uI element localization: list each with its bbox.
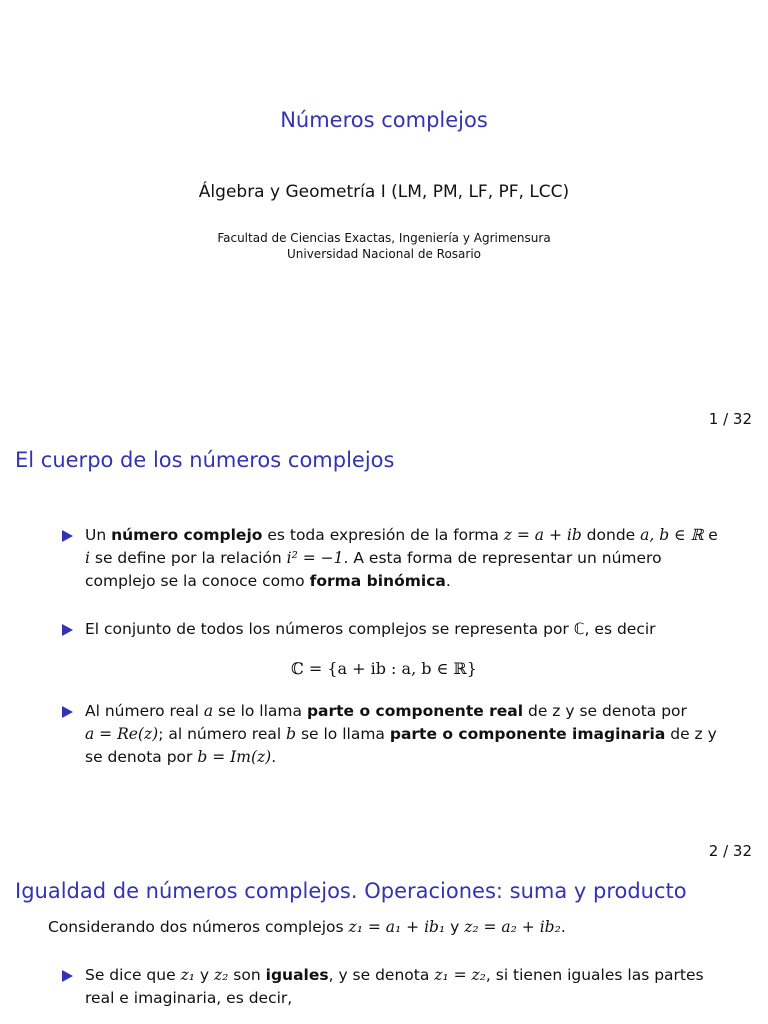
presentation-title: Números complejos bbox=[280, 108, 488, 132]
blue-triangle-bullet-icon bbox=[62, 624, 73, 636]
page-number: 2 / 32 bbox=[708, 842, 752, 860]
intro-paragraph: Considerando dos números complejos z₁ = a₁ + ib₁ y z₂ = a₂ + ib₂. bbox=[48, 918, 566, 936]
blue-triangle-bullet-icon bbox=[62, 530, 73, 542]
course-subtitle: Álgebra y Geometría I (LM, PM, LF, PF, LCC) bbox=[198, 182, 570, 202]
institution-university: Universidad Nacional de Rosario bbox=[286, 247, 481, 261]
frame-title: El cuerpo de los números complejos bbox=[15, 448, 395, 472]
institution bbox=[0, 230, 768, 262]
frame-title: Igualdad de números complejos. Operaciones: suma y producto bbox=[15, 879, 687, 903]
institution-faculty: Facultad de Ciencias Exactas, Ingeniería y Agrimensura bbox=[217, 231, 551, 245]
blue-triangle-bullet-icon bbox=[62, 970, 73, 982]
page-number: 1 / 32 bbox=[708, 410, 752, 428]
list-item: El conjunto de todos los números complejos se representa por ℂ, es decir bbox=[62, 618, 722, 641]
display-equation: ℂ = {a + ib : a, b ∈ ℝ} bbox=[291, 659, 477, 678]
blue-triangle-bullet-icon bbox=[62, 706, 73, 718]
list-item: Se dice que z₁ y z₂ son iguales, y se denota z₁ = z₂, si tienen iguales las partes real e imaginaria, es decir, bbox=[62, 964, 722, 1010]
list-item: Al número real a se lo llama parte o componente real de z y se denota por a = Re(z); al número real b se lo llama parte o componente imaginaria de z y se denota por b = Im(z). bbox=[62, 700, 722, 769]
list-item: Un número complejo es toda expresión de la forma z = a + ib donde a, b ∈ ℝ e i se define por la relación i² = −1. A esta forma de representar un número complejo se la conoce como forma binómica. bbox=[62, 524, 722, 593]
